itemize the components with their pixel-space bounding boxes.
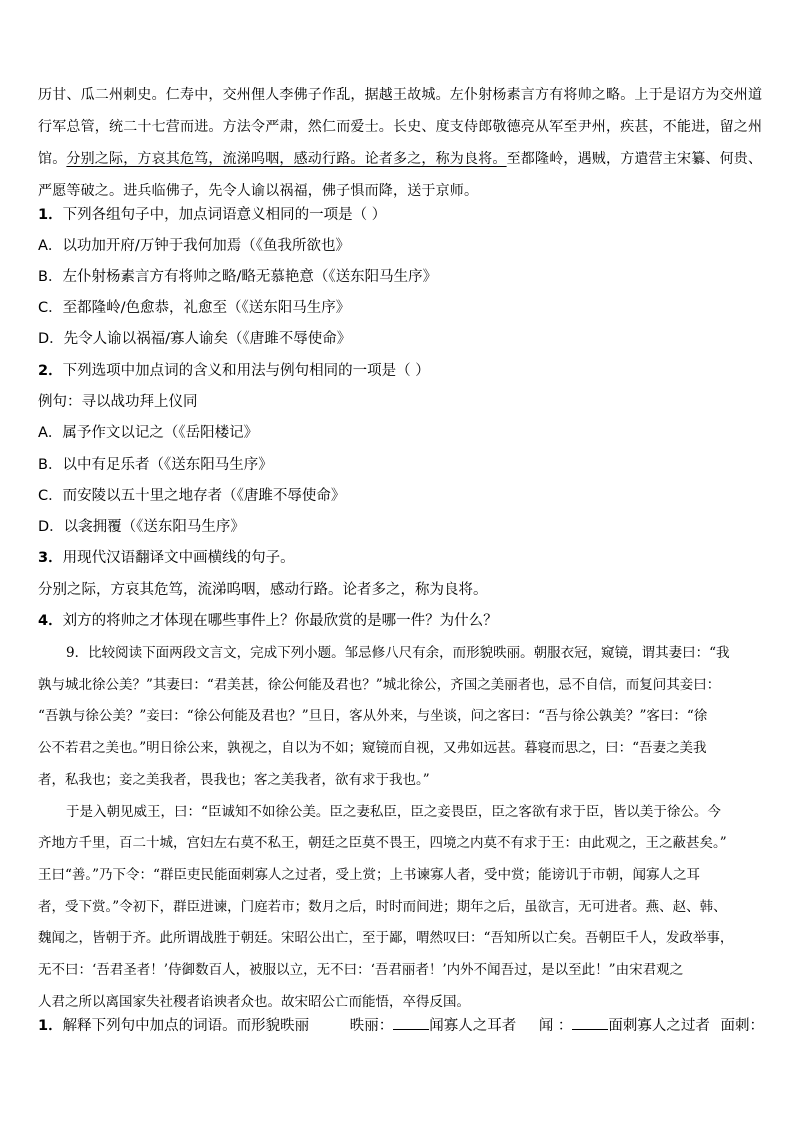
passage-line: 无不曰：‘吾君圣者！’侍御数百人，被服以立，无不曰：‘吾君丽者！’内外不闻吾过，是以至此！”由宋君观之 xyxy=(38,962,684,979)
option-c: C．而安陵以五十里之地存者（《唐雎不辱使命》 xyxy=(38,488,346,504)
passage-line: 于是入朝见威王，曰：“臣诚知不如徐公美。臣之妻私臣，臣之妾畏臣，臣之客欲有求于臣，皆以美于徐公。今 xyxy=(66,803,721,820)
passage-line: 齐地方千里，百二十城，宫妇左右莫不私王，朝廷之臣莫不畏王，四境之内莫不有求于王：由此观之，王之蔽甚矣。” xyxy=(38,835,727,852)
option-d: D．先令人谕以祸福/寡人谕矣（《唐雎不辱使命》 xyxy=(38,331,352,347)
underlined-sentence: 分别之际，方哀其危笃，流涕呜咽，感动行路。论者多之，称为良将。 xyxy=(66,151,507,167)
example-sentence: 例句：寻以战功拜上仪同 xyxy=(38,394,198,410)
option-d: D．以衾拥覆（《送东阳马生序》 xyxy=(38,519,245,535)
passage-liufang xyxy=(38,79,763,207)
passage-line: 魏闻之，皆朝于齐。此所谓战胜于朝廷。宋昭公出亡，至于鄙，喟然叹曰：“吾知所以亡矣。吾朝臣千人，发政举事， xyxy=(38,930,734,947)
passage-line: 者，私我也；妾之美我者，畏我也；客之美我者，欲有求于我也。” xyxy=(38,771,430,788)
passage-line: 公不若君之美也。”明日徐公来，孰视之，自以为不如；窥镜而自视，又弗如远甚。暮寝而思之，曰：“吾妻之美我 xyxy=(38,740,707,757)
option-b: B．以中有足乐者（《送东阳马生序》 xyxy=(38,457,273,473)
final-question: 1．解释下列句中加点的词语。而形貌昳丽 昳丽： 闻寡人之耳者 闻 ： 面刺寡人之过者 面刺： xyxy=(38,1011,760,1042)
option-a: A．以功加开府/万钟于我何加焉（《鱼我所欲也》 xyxy=(38,238,351,254)
passage-line xyxy=(38,143,763,175)
passage-zouji xyxy=(38,638,760,1018)
option-a: A．属予作文以记之（《岳阳楼记》 xyxy=(38,425,259,441)
passage-line: 王曰“善。”乃下令：“群臣吏民能面刺寡人之过者，受上赏；上书谏寡人者，受中赏；能谤讥于市朝，闻寡人之耳 xyxy=(38,866,700,883)
passage-line: 人君之所以离国家失社稷者谄谀者众也。故宋昭公亡而能悟，卒得反国。 xyxy=(38,993,470,1010)
passage-line: 严愿等破之。进兵临佛子，先令人谕以祸福，佛子惧而降，送于京师。 xyxy=(38,183,479,199)
question-1: 1．下列各组句子中，加点词语意义相同的一项是（ ） xyxy=(38,207,387,223)
question-2: 2．下列选项中加点词的含义和用法与例句相同的一项是（ ） xyxy=(38,363,430,379)
passage-line: “吾孰与徐公美？”妾曰：“徐公何能及君也？”旦日，客从外来，与坐谈，问之客曰：“吾与徐公孰美？”客曰：“徐 xyxy=(38,708,708,725)
passage-line: 孰与城北徐公美？”其妻曰：“君美甚，徐公何能及君也？”城北徐公，齐国之美丽者也，忌不自信，而复问其妾曰： xyxy=(38,676,721,693)
passage-text: 至都隆岭，遇贼，方遣营主宋纂、何贵、 xyxy=(506,151,763,167)
translation-sentence: 分别之际，方哀其危笃，流涕呜咽，感动行路。论者多之，称为良将。 xyxy=(38,582,488,598)
passage-text: 馆。 xyxy=(38,151,67,167)
option-b: B．左仆射杨素言方有将帅之略/略无慕艳意（《送东阳马生序》 xyxy=(38,269,438,285)
option-c: C．至都隆岭/色愈恭，礼愈至（《送东阳马生序》 xyxy=(38,300,351,316)
passage-line: 历甘、瓜二州刺史。仁寿中，交州俚人李佛子作乱，据越王故城。左仆射杨素言方有将帅之略。上于是诏方为交州道 xyxy=(38,87,763,103)
question-3: 3．用现代汉语翻译文中画横线的句子。 xyxy=(38,550,295,566)
passage-line: 者，受下赏。”令初下，群臣进谏，门庭若市；数月之后，时时而间进；期年之后，虽欲言，无可进者。燕、赵、韩、 xyxy=(38,898,727,915)
question-4: 4．刘方的将帅之才体现在哪些事件上？你最欣赏的是哪一件？为什么？ xyxy=(38,613,498,629)
answer-blank[interactable] xyxy=(393,1015,429,1030)
passage-line: 9．比较阅读下面两段文言文，完成下列小题。邹忌修八尺有余，而形貌昳丽。朝服衣冠，窥镜，谓其妻曰：“我 xyxy=(66,645,730,661)
answer-blank[interactable] xyxy=(572,1015,608,1030)
passage-line: 行军总管，统二十七营而进。方法令严肃，然仁而爱士。长史、度支侍郎敬德亮从军至尹州，疾甚，不能进，留之州 xyxy=(38,119,763,135)
